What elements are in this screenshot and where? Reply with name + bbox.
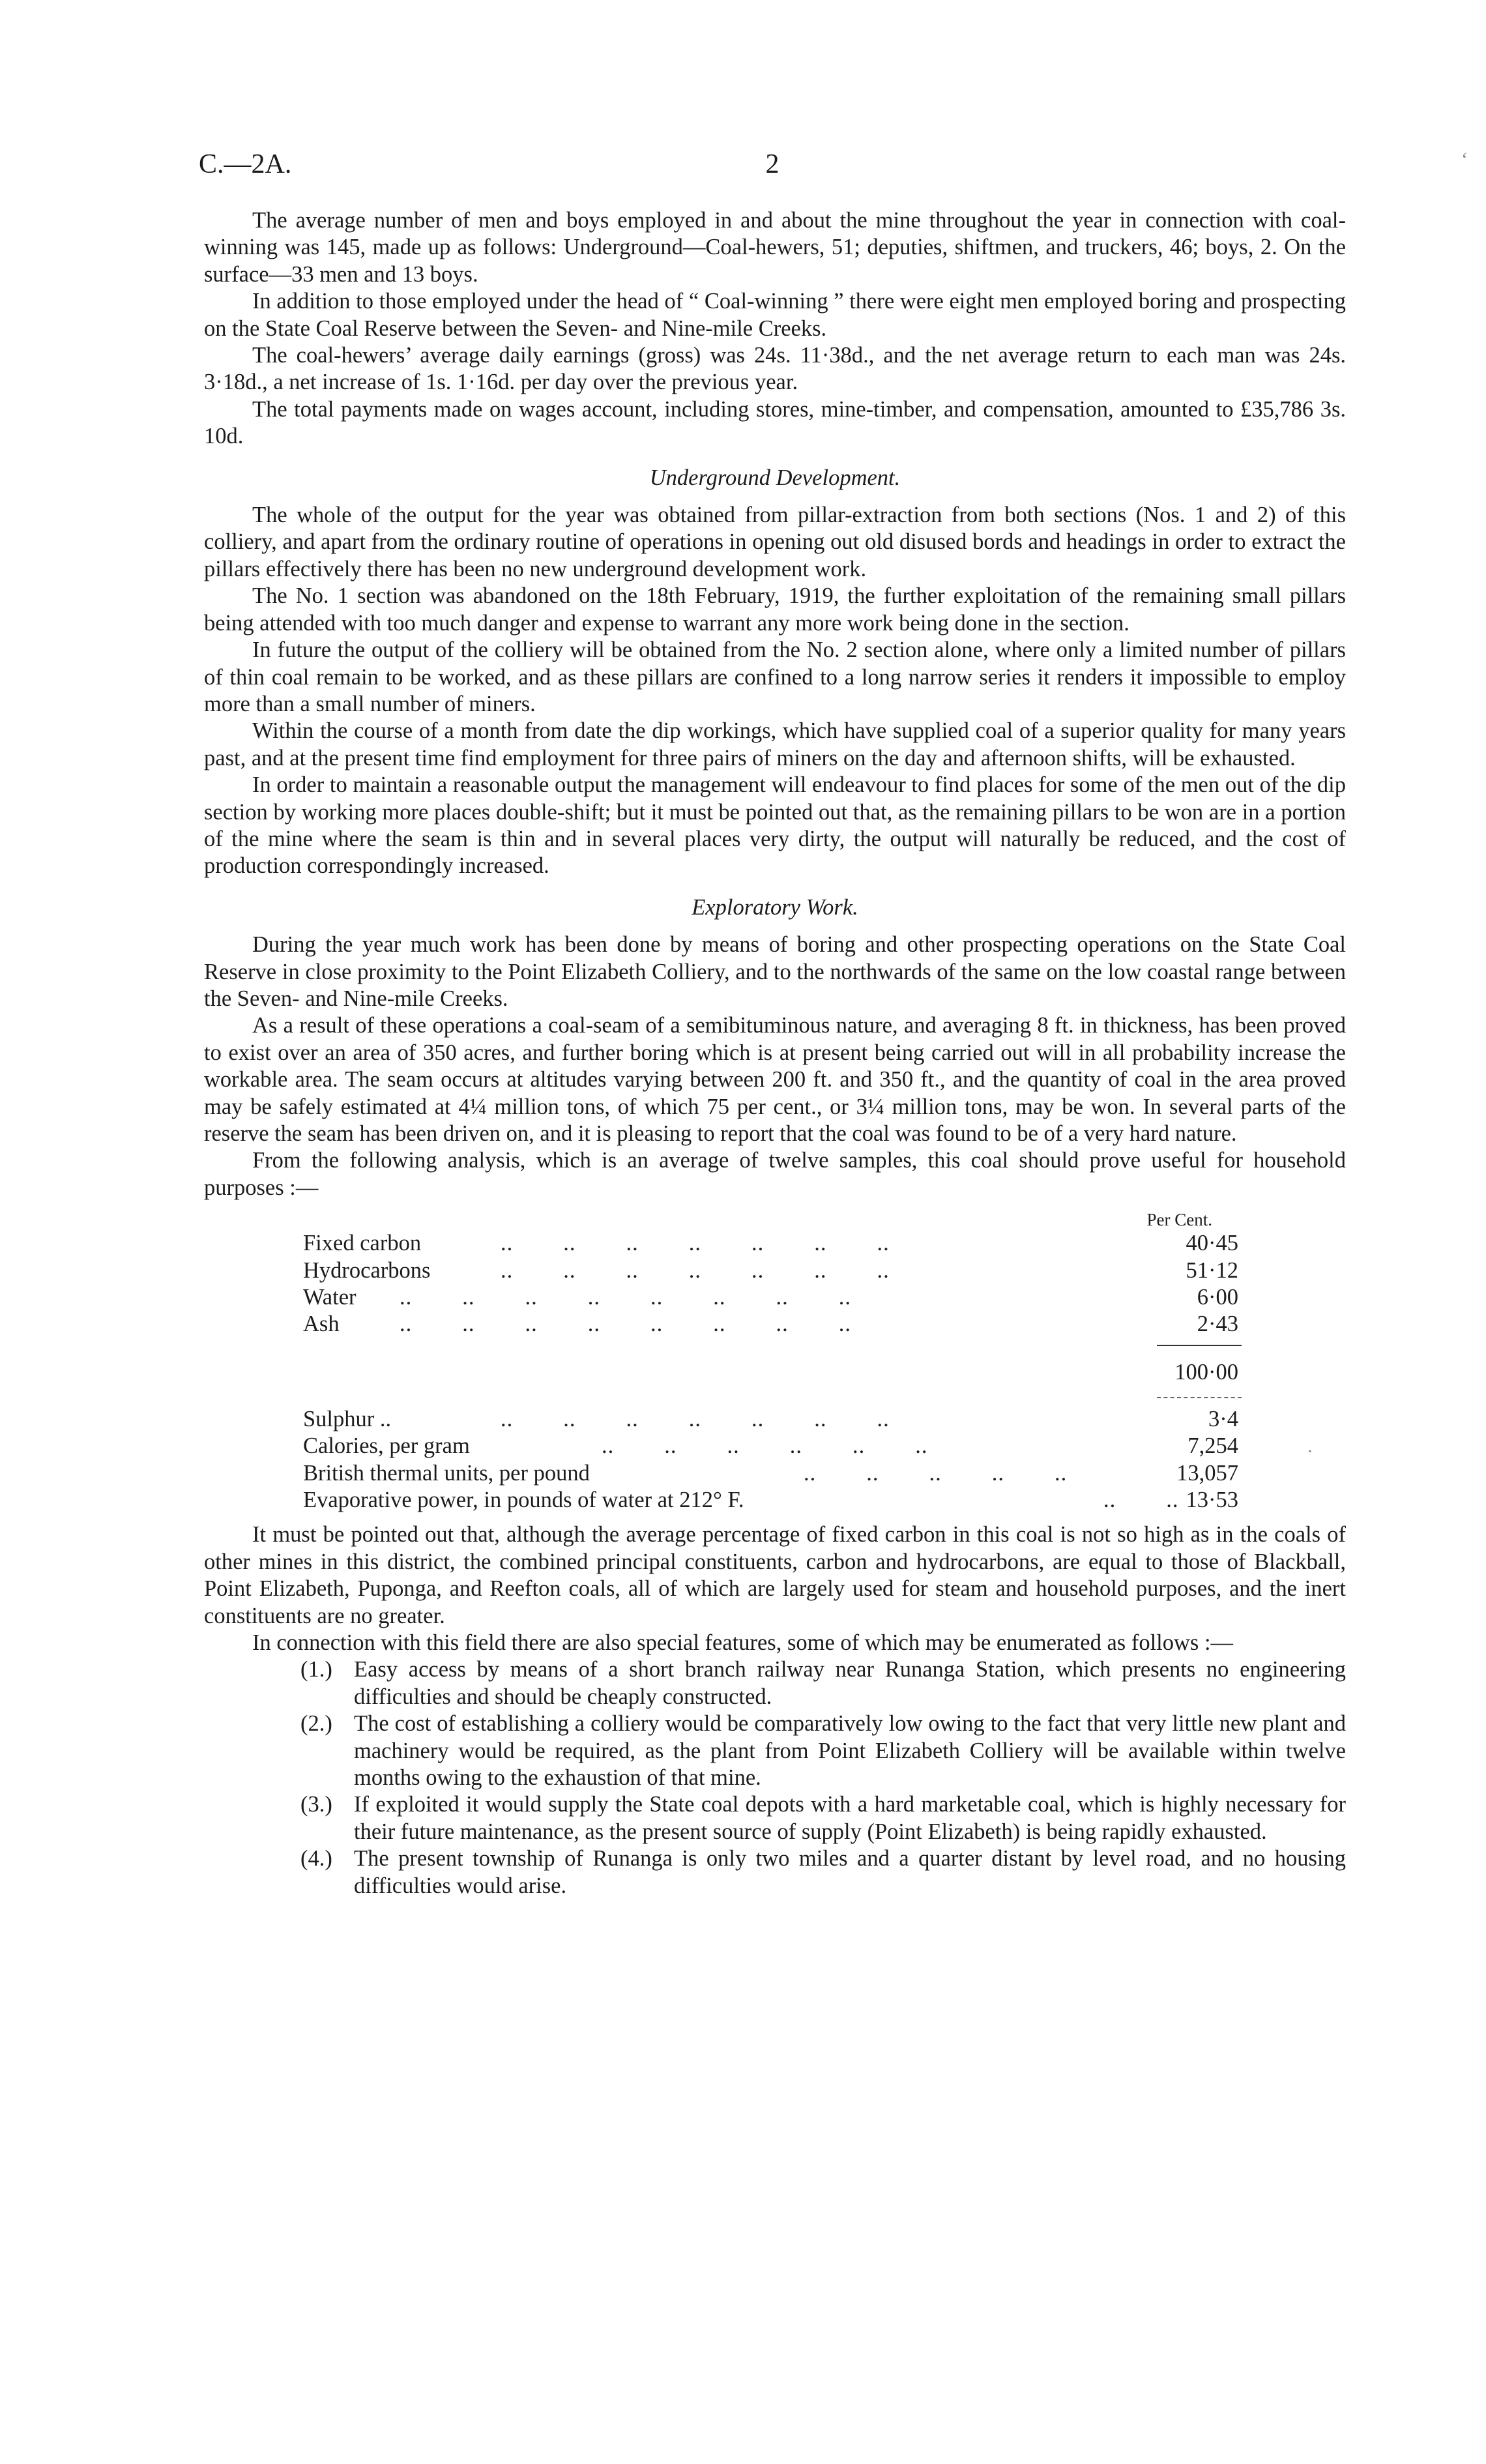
paragraph: The coal-hewers’ average daily earnings (gross) was 24s. 11·38d., and the net average return to each man was 24s. 3·18d., a net increase of 1s. 1·16d. per day over the previous year. (204, 343, 1346, 395)
leader-dots: .. .. .. .. .. .. .. .. (400, 1312, 851, 1337)
paragraph: In order to maintain a reasonable output the management will endeavour to find places for some of the men out of the dip section by working more places double-shift; but it must be pointed out that, as the remaining pillars to be won are in a portion of the mine where the seam is thin and in several places very dirty, the output will naturally be reduced, and the cost of production correspondingly increased. (204, 772, 1346, 879)
table-row (204, 1257, 1346, 1284)
coal-analysis-table (204, 1209, 1346, 1514)
column-header-per-cent: Per Cent. (1146, 1210, 1212, 1230)
total-row (204, 1354, 1346, 1390)
table-row (204, 1433, 1346, 1459)
row-label: Ash (303, 1312, 340, 1337)
feature-list (204, 1656, 1346, 1899)
paragraph: The No. 1 section was abandoned on the 18th February, 1919, the further exploitation of the remaining small pillars being attended with too much danger and expense to warrant any more work being done in the section. (204, 583, 1346, 636)
paragraph: During the year much work has been done by means of boring and other prospecting operations on the State Coal Reserve in close proximity to the Point Elizabeth Colliery, and to the northwards of the same on the low coastal range between the Seven- and Nine-mile Creeks. (204, 932, 1346, 1011)
list-item-number: (3.) (300, 1792, 332, 1817)
row-value: 13,057 (1176, 1460, 1238, 1486)
row-label: Sulphur .. (303, 1406, 392, 1431)
list-item-number: (4.) (300, 1846, 332, 1871)
row-label: Evaporative power, in pounds of water at 212° F. (303, 1487, 744, 1512)
row-value: 7,254 (1187, 1433, 1238, 1459)
row-label: Water (303, 1285, 357, 1310)
paragraph: The whole of the output for the year was obtained from pillar-extraction from both sections (Nos. 1 and 2) of this colliery, and apart from the ordinary routine of operations in opening out old disused bords and headings in order to extract the pillars effectively there has been no new underground development work. (204, 503, 1346, 581)
list-item-number: (1.) (300, 1657, 332, 1682)
list-item-text: If exploited it would supply the State coal depots with a hard marketable coal, which is highly necessary for their future maintenance, as the present source of supply (Point Elizabeth) is being rapidly exhausted. (354, 1792, 1346, 1844)
table-row (204, 1284, 1346, 1311)
table-row (204, 1406, 1346, 1433)
table-row (204, 1311, 1346, 1338)
row-value: 40·45 (1186, 1231, 1238, 1256)
paragraph: In addition to those employed under the head of “ Coal-winning ” there were eight men employed boring and prospecting on the State Coal Reserve between the Seven- and Nine-mile Creeks. (204, 289, 1346, 341)
paragraph: As a result of these operations a coal-seam of a semibituminous nature, and averaging 8 ft. in thickness, has been proved to exist over an area of 350 acres, and further boring which is at present being carried out will in all probability increase the workable area. The seam occurs at altitudes varying between 200 ft. and 350 ft., and the quantity of coal in the area proved may be safely estimated at 4¼ million tons, of which 75 per cent., or 3¼ million tons, may be won. In several parts of the reserve the seam has been driven on, and it is pleasing to report that the coal was found to be of a very hard nature. (204, 1013, 1346, 1146)
row-label: Calories, per gram (303, 1433, 470, 1459)
paragraph: It must be pointed out that, although the average percentage of fixed carbon in this coal is not so high as in the coals of other mines in this district, the combined principal constituents, carbon and hydrocarbons, are equal to those of Blackball, Point Elizabeth, Puponga, and Reefton coals, all of which are largely used for steam and household purposes, and the inert constituents are no greater. (204, 1522, 1346, 1628)
paragraph: In future the output of the colliery will be obtained from the No. 2 section alone, where only a limited number of pillars of thin coal remain to be worked, and as these pillars are confined to a long narrow series it renders it impossible to employ more than a small number of miners. (204, 638, 1346, 716)
document-reference: C.—2A. (199, 149, 292, 179)
total-rule (204, 1338, 1346, 1354)
page-number: 2 (765, 149, 779, 179)
list-item-text: The cost of establishing a colliery would be comparatively low owing to the fact that very little new plant and machinery would be required, as the plant from Point Elizabeth Colliery will be available within twelve months owing to the exhaustion of that mine. (354, 1711, 1346, 1790)
row-label: Fixed carbon (303, 1231, 422, 1256)
leader-dots: .. .. .. .. .. .. .. .. (400, 1285, 851, 1310)
table-row (204, 1460, 1346, 1487)
paragraph: Within the course of a month from date the dip workings, which have supplied coal of a superior quality for many years past, and at the present time find employment for three pairs of miners on the day and afternoon shifts, will be exhausted. (204, 718, 1346, 770)
document-body (204, 207, 1346, 1899)
page-header (199, 149, 1346, 188)
dashed-rule (204, 1390, 1346, 1406)
leader-dots: .. .. .. .. .. .. .. (501, 1257, 890, 1283)
list-item (204, 1791, 1346, 1845)
leader-dots: .. .. .. .. .. .. .. (501, 1231, 890, 1256)
list-item-text: The present township of Runanga is only two miles and a quarter distant by level road, and no housing difficulties would arise. (354, 1846, 1346, 1898)
list-item (204, 1710, 1346, 1791)
row-value: 51·12 (1186, 1257, 1238, 1283)
row-label: Hydrocarbons (303, 1257, 431, 1283)
row-value: 6·00 (1197, 1285, 1238, 1310)
total-value: 100·00 (1174, 1359, 1238, 1385)
leader-dots: .. .. .. .. .. .. (602, 1433, 928, 1459)
section-heading-underground-development: Underground Development. (649, 465, 901, 490)
paragraph: From the following analysis, which is an average of twelve samples, this coal should prove useful for household purposes :— (204, 1148, 1346, 1200)
leader-dots: .. .. .. .. .. (804, 1460, 1068, 1486)
table-row (204, 1230, 1346, 1257)
paragraph: The average number of men and boys employed in and about the mine throughout the year in connection with coal-winning was 145, made up as follows: Underground—Coal-hewers, 51; deputies, shiftmen, and truckers, 46; boys, 2. On the surface—33 men and 13 boys. (204, 208, 1346, 287)
list-item-text: Easy access by means of a short branch railway near Runanga Station, which presents no engineering difficulties and should be cheaply constructed. (354, 1657, 1346, 1709)
leader-dots: .. .. .. .. .. .. .. (501, 1406, 890, 1431)
scan-speck: · (1307, 1441, 1313, 1462)
section-heading-exploratory-work: Exploratory Work. (692, 894, 858, 920)
row-label: British thermal units, per pound (303, 1460, 590, 1486)
row-value: 2·43 (1197, 1312, 1238, 1337)
list-item (204, 1845, 1346, 1899)
paragraph: In connection with this field there are also special features, some of which may be enumerated as follows :— (252, 1630, 1234, 1655)
table-row (204, 1487, 1346, 1514)
scan-speck: ‘ (1461, 149, 1468, 170)
row-value: 13·53 (1186, 1487, 1238, 1512)
list-item (204, 1656, 1346, 1710)
row-value: 3·4 (1208, 1406, 1238, 1431)
list-item-number: (2.) (300, 1711, 332, 1737)
paragraph: The total payments made on wages account, including stores, mine-timber, and compensation, amounted to £35,786 3s. 10d. (204, 396, 1346, 449)
leader-dots: .. .. (1103, 1487, 1179, 1512)
